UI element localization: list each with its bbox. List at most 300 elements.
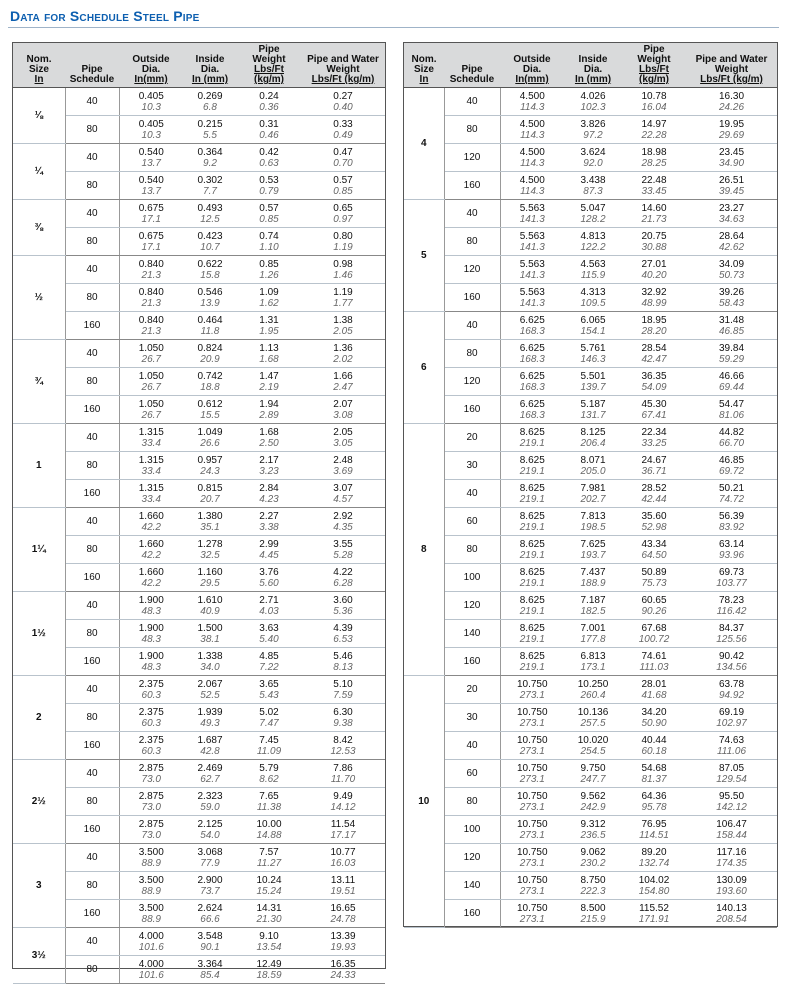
metric-value: 85.4 bbox=[200, 969, 220, 981]
metric-value: 81.06 bbox=[718, 409, 745, 421]
metric-value: 125.56 bbox=[716, 633, 747, 645]
metric-value: 60.3 bbox=[141, 689, 161, 701]
pipe-weight-cell bbox=[237, 648, 301, 676]
pipe-water-weight-cell bbox=[686, 760, 777, 788]
metric-value: 168.3 bbox=[519, 353, 545, 365]
imperial-value: 0.493 bbox=[197, 202, 223, 214]
inside-dia-cell bbox=[183, 564, 237, 592]
metric-value: 13.7 bbox=[141, 185, 161, 197]
outside-dia-cell bbox=[119, 368, 183, 396]
schedule-cell: 40 bbox=[65, 144, 119, 172]
table-row bbox=[404, 424, 777, 452]
header-line: Dia. bbox=[141, 64, 161, 75]
imperial-value: 19.95 bbox=[718, 118, 745, 130]
imperial-value: 6.30 bbox=[333, 706, 353, 718]
pipe-weight-cell bbox=[622, 340, 686, 368]
pipe-water-weight-cell bbox=[686, 788, 777, 816]
schedule-cell: 40 bbox=[65, 928, 119, 956]
outside-dia-cell bbox=[500, 900, 564, 928]
outside-dia-cell bbox=[500, 536, 564, 564]
imperial-value: 1.160 bbox=[197, 566, 223, 578]
imperial-value: 0.540 bbox=[138, 174, 164, 186]
table-row bbox=[13, 704, 385, 732]
metric-value: 102.3 bbox=[580, 101, 606, 113]
imperial-value: 43.34 bbox=[641, 538, 667, 550]
metric-value: 109.5 bbox=[580, 297, 606, 309]
metric-value: 48.99 bbox=[641, 297, 667, 309]
imperial-value: 4.500 bbox=[519, 90, 545, 102]
header-line: In bbox=[419, 74, 429, 85]
header-line: In(mm) bbox=[515, 74, 549, 85]
schedule-cell: 40 bbox=[444, 312, 500, 340]
inside-dia-cell bbox=[564, 732, 622, 760]
table-row bbox=[13, 200, 385, 228]
inside-dia-cell bbox=[183, 312, 237, 340]
imperial-value: 2.875 bbox=[138, 762, 164, 774]
inside-dia-cell bbox=[183, 284, 237, 312]
pipe-water-weight-cell bbox=[686, 228, 777, 256]
outside-dia-cell bbox=[500, 872, 564, 900]
metric-value: 26.7 bbox=[141, 381, 161, 393]
pipe-water-weight-cell bbox=[301, 648, 385, 676]
inside-dia-cell bbox=[183, 340, 237, 368]
metric-value: 193.60 bbox=[716, 885, 747, 897]
header-line: Size bbox=[413, 64, 434, 75]
metric-value: 131.7 bbox=[580, 409, 606, 421]
header-line: Inside bbox=[578, 54, 608, 65]
metric-value: 48.3 bbox=[141, 633, 161, 645]
imperial-value: 10.750 bbox=[516, 846, 548, 858]
pipe-water-weight-cell bbox=[301, 676, 385, 704]
imperial-value: 3.500 bbox=[138, 902, 164, 914]
metric-value: 173.1 bbox=[580, 661, 606, 673]
imperial-value: 2.27 bbox=[259, 510, 279, 522]
metric-value: 21.30 bbox=[256, 913, 282, 925]
metric-value: 8.13 bbox=[333, 661, 353, 673]
outside-dia-cell bbox=[119, 732, 183, 760]
metric-value: 10.3 bbox=[141, 101, 161, 113]
metric-value: 115.9 bbox=[580, 269, 606, 281]
table-row bbox=[404, 480, 777, 508]
metric-value: 2.50 bbox=[259, 437, 279, 449]
metric-value: 81.37 bbox=[641, 773, 667, 785]
schedule-cell: 80 bbox=[65, 284, 119, 312]
header-line: Lbs/Ft (kg/m) bbox=[254, 64, 284, 85]
outside-dia-cell bbox=[119, 228, 183, 256]
inside-dia-cell bbox=[183, 256, 237, 284]
metric-value: 24.26 bbox=[718, 101, 745, 113]
metric-value: 141.3 bbox=[519, 213, 545, 225]
metric-value: 202.7 bbox=[580, 493, 606, 505]
schedule-cell: 40 bbox=[65, 256, 119, 284]
metric-value: 273.1 bbox=[519, 829, 545, 841]
metric-value: 95.78 bbox=[641, 801, 667, 813]
metric-value: 75.73 bbox=[641, 577, 667, 589]
pipe-weight-cell bbox=[622, 844, 686, 872]
metric-value: 141.3 bbox=[519, 297, 545, 309]
metric-value: 0.85 bbox=[333, 185, 353, 197]
metric-value: 3.38 bbox=[259, 521, 279, 533]
imperial-value: 4.563 bbox=[580, 258, 606, 270]
nominal-size-cell: ¼ bbox=[13, 144, 65, 200]
pipe-weight-cell bbox=[622, 452, 686, 480]
imperial-value: 2.469 bbox=[197, 762, 223, 774]
nominal-size-cell: ⅛ bbox=[13, 88, 65, 144]
schedule-cell: 80 bbox=[65, 172, 119, 200]
imperial-value: 5.563 bbox=[519, 230, 545, 242]
imperial-value: 104.02 bbox=[638, 874, 670, 886]
metric-value: 42.2 bbox=[141, 549, 161, 561]
outside-dia-cell bbox=[119, 508, 183, 536]
imperial-value: 0.675 bbox=[138, 230, 164, 242]
inside-dia-cell bbox=[564, 396, 622, 424]
schedule-cell: 40 bbox=[65, 340, 119, 368]
inside-dia-cell bbox=[183, 536, 237, 564]
metric-value: 5.60 bbox=[259, 577, 279, 589]
inside-dia-cell bbox=[564, 256, 622, 284]
outside-dia-cell bbox=[500, 676, 564, 704]
header-line: Outside bbox=[132, 54, 170, 65]
inside-dia-cell bbox=[564, 788, 622, 816]
metric-value: 34.63 bbox=[718, 213, 745, 225]
imperial-value: 0.540 bbox=[138, 146, 164, 158]
metric-value: 114.3 bbox=[520, 129, 545, 141]
metric-value: 9.38 bbox=[333, 717, 353, 729]
metric-value: 52.5 bbox=[200, 689, 220, 701]
schedule-cell: 40 bbox=[65, 592, 119, 620]
metric-value: 66.6 bbox=[200, 913, 220, 925]
header-line: Lbs/Ft (kg/m) bbox=[700, 74, 763, 85]
metric-value: 14.12 bbox=[330, 801, 356, 813]
metric-value: 21.3 bbox=[141, 297, 161, 309]
imperial-value: 1.900 bbox=[138, 622, 164, 634]
metric-value: 174.35 bbox=[716, 857, 747, 869]
imperial-value: 1.68 bbox=[259, 426, 279, 438]
metric-value: 26.6 bbox=[200, 437, 220, 449]
metric-value: 48.3 bbox=[141, 605, 161, 617]
header-pipe-water-weight bbox=[301, 43, 385, 88]
metric-value: 26.7 bbox=[141, 409, 161, 421]
imperial-value: 8.125 bbox=[580, 426, 606, 438]
metric-value: 22.28 bbox=[641, 129, 667, 141]
header-inside-dia bbox=[564, 43, 622, 88]
pipe-water-weight-cell bbox=[301, 564, 385, 592]
header-pipe-schedule bbox=[444, 43, 500, 88]
metric-value: 4.03 bbox=[259, 605, 279, 617]
outside-dia-cell bbox=[500, 116, 564, 144]
pipe-weight-cell bbox=[237, 256, 301, 284]
schedule-cell: 60 bbox=[444, 760, 500, 788]
metric-value: 219.1 bbox=[519, 605, 545, 617]
imperial-value: 2.07 bbox=[333, 398, 353, 410]
metric-value: 74.72 bbox=[718, 493, 745, 505]
imperial-value: 8.625 bbox=[519, 454, 545, 466]
imperial-value: 1.380 bbox=[197, 510, 223, 522]
table-row bbox=[13, 88, 385, 116]
metric-value: 1.19 bbox=[333, 241, 353, 253]
metric-value: 142.12 bbox=[716, 801, 747, 813]
table-row bbox=[13, 312, 385, 340]
nominal-size-cell: 1 bbox=[13, 424, 65, 508]
imperial-value: 7.65 bbox=[259, 790, 279, 802]
imperial-value: 74.63 bbox=[718, 734, 745, 746]
imperial-value: 1.278 bbox=[197, 538, 223, 550]
table-row bbox=[13, 536, 385, 564]
imperial-value: 6.065 bbox=[580, 314, 606, 326]
pipe-water-weight-cell bbox=[301, 396, 385, 424]
table-row bbox=[13, 172, 385, 200]
table-row bbox=[404, 844, 777, 872]
nominal-size-cell: 1½ bbox=[13, 592, 65, 676]
metric-value: 111.06 bbox=[716, 745, 747, 757]
pipe-weight-cell bbox=[237, 284, 301, 312]
nominal-size-cell: 2 bbox=[13, 676, 65, 760]
schedule-cell: 120 bbox=[444, 256, 500, 284]
metric-value: 114.51 bbox=[639, 829, 669, 841]
nominal-size-cell: 5 bbox=[404, 200, 444, 312]
imperial-value: 63.78 bbox=[718, 678, 745, 690]
metric-value: 11.70 bbox=[330, 773, 356, 785]
header-pipe-water-weight bbox=[686, 43, 777, 88]
metric-value: 67.41 bbox=[641, 409, 667, 421]
metric-value: 168.3 bbox=[519, 409, 545, 421]
pipe-water-weight-cell bbox=[301, 508, 385, 536]
inside-dia-cell bbox=[183, 760, 237, 788]
metric-value: 39.45 bbox=[718, 185, 745, 197]
imperial-value: 0.405 bbox=[138, 90, 164, 102]
outside-dia-cell bbox=[119, 648, 183, 676]
inside-dia-cell bbox=[183, 872, 237, 900]
schedule-cell: 40 bbox=[444, 732, 500, 760]
imperial-value: 0.27 bbox=[333, 90, 353, 102]
imperial-value: 36.35 bbox=[641, 370, 667, 382]
metric-value: 129.54 bbox=[716, 773, 747, 785]
metric-value: 33.25 bbox=[641, 437, 667, 449]
outside-dia-cell bbox=[119, 200, 183, 228]
imperial-value: 13.39 bbox=[330, 930, 356, 942]
pipe-weight-cell bbox=[622, 396, 686, 424]
schedule-cell: 80 bbox=[65, 116, 119, 144]
imperial-value: 1.315 bbox=[138, 426, 164, 438]
metric-value: 33.45 bbox=[641, 185, 667, 197]
schedule-cell: 160 bbox=[65, 480, 119, 508]
pipe-water-weight-cell bbox=[686, 116, 777, 144]
imperial-value: 74.61 bbox=[641, 650, 667, 662]
metric-value: 21.3 bbox=[141, 269, 161, 281]
table-row bbox=[404, 564, 777, 592]
imperial-value: 7.45 bbox=[259, 734, 279, 746]
inside-dia-cell bbox=[183, 396, 237, 424]
inside-dia-cell bbox=[183, 816, 237, 844]
metric-value: 13.7 bbox=[141, 157, 161, 169]
imperial-value: 1.47 bbox=[259, 370, 279, 382]
imperial-value: 10.020 bbox=[577, 734, 609, 746]
table-row bbox=[404, 172, 777, 200]
header-line: In (mm) bbox=[191, 74, 229, 85]
metric-value: 9.2 bbox=[203, 157, 217, 169]
header-line: Inside bbox=[195, 54, 225, 65]
pipe-water-weight-cell bbox=[686, 816, 777, 844]
metric-value: 168.3 bbox=[519, 325, 545, 337]
imperial-value: 46.66 bbox=[718, 370, 745, 382]
title-divider bbox=[8, 27, 779, 28]
imperial-value: 5.79 bbox=[259, 762, 279, 774]
table-row bbox=[404, 536, 777, 564]
inside-dia-cell bbox=[183, 480, 237, 508]
metric-value: 116.42 bbox=[716, 605, 747, 617]
metric-value: 88.9 bbox=[141, 885, 161, 897]
metric-value: 28.20 bbox=[641, 325, 667, 337]
metric-value: 6.28 bbox=[333, 577, 353, 589]
schedule-cell: 80 bbox=[65, 956, 119, 984]
metric-value: 219.1 bbox=[519, 437, 545, 449]
imperial-value: 50.21 bbox=[718, 482, 745, 494]
imperial-value: 35.60 bbox=[641, 510, 667, 522]
imperial-value: 26.51 bbox=[718, 174, 745, 186]
metric-value: 146.3 bbox=[580, 353, 606, 365]
metric-value: 10.7 bbox=[200, 241, 220, 253]
pipe-weight-cell bbox=[622, 760, 686, 788]
metric-value: 254.5 bbox=[580, 745, 606, 757]
inside-dia-cell bbox=[564, 620, 622, 648]
imperial-value: 5.46 bbox=[333, 650, 353, 662]
metric-value: 158.44 bbox=[716, 829, 747, 841]
table-row bbox=[404, 676, 777, 704]
imperial-value: 28.54 bbox=[641, 342, 667, 354]
metric-value: 0.70 bbox=[333, 157, 353, 169]
imperial-value: 0.840 bbox=[138, 314, 164, 326]
metric-value: 42.62 bbox=[718, 241, 745, 253]
metric-value: 5.40 bbox=[259, 633, 279, 645]
outside-dia-cell bbox=[119, 872, 183, 900]
imperial-value: 39.26 bbox=[718, 286, 745, 298]
header-line: Lbs/Ft (kg/m) bbox=[639, 64, 669, 85]
imperial-value: 10.78 bbox=[641, 90, 667, 102]
imperial-value: 140.13 bbox=[716, 902, 747, 914]
table-row bbox=[404, 620, 777, 648]
pipe-water-weight-cell bbox=[301, 116, 385, 144]
pipe-weight-cell bbox=[622, 676, 686, 704]
table-row bbox=[13, 256, 385, 284]
pipe-water-weight-cell bbox=[301, 536, 385, 564]
inside-dia-cell bbox=[564, 816, 622, 844]
metric-value: 69.72 bbox=[718, 465, 745, 477]
imperial-value: 7.187 bbox=[580, 594, 606, 606]
table-row bbox=[13, 116, 385, 144]
metric-value: 54.09 bbox=[641, 381, 667, 393]
imperial-value: 1.900 bbox=[138, 650, 164, 662]
pipe-weight-cell bbox=[237, 452, 301, 480]
schedule-cell: 160 bbox=[65, 816, 119, 844]
imperial-value: 1.36 bbox=[333, 342, 353, 354]
metric-value: 92.0 bbox=[583, 157, 603, 169]
imperial-value: 5.563 bbox=[519, 202, 545, 214]
imperial-value: 10.750 bbox=[516, 874, 548, 886]
table-row bbox=[404, 732, 777, 760]
metric-value: 21.3 bbox=[141, 325, 161, 337]
metric-value: 219.1 bbox=[519, 549, 545, 561]
metric-value: 101.6 bbox=[138, 969, 164, 981]
metric-value: 17.1 bbox=[141, 213, 161, 225]
table-row bbox=[404, 816, 777, 844]
imperial-value: 0.85 bbox=[259, 258, 279, 270]
header-line: In bbox=[34, 74, 44, 85]
metric-value: 193.7 bbox=[580, 549, 606, 561]
schedule-cell: 80 bbox=[65, 536, 119, 564]
imperial-value: 95.50 bbox=[718, 790, 745, 802]
schedule-cell: 160 bbox=[65, 312, 119, 340]
pipe-water-weight-cell bbox=[686, 508, 777, 536]
imperial-value: 10.750 bbox=[516, 762, 548, 774]
imperial-value: 5.563 bbox=[519, 286, 545, 298]
imperial-value: 64.36 bbox=[641, 790, 667, 802]
outside-dia-cell bbox=[500, 480, 564, 508]
inside-dia-cell bbox=[564, 88, 622, 116]
pipe-water-weight-cell bbox=[686, 256, 777, 284]
imperial-value: 20.75 bbox=[641, 230, 667, 242]
imperial-value: 0.65 bbox=[333, 202, 353, 214]
schedule-cell: 40 bbox=[65, 760, 119, 788]
metric-value: 69.44 bbox=[718, 381, 745, 393]
metric-value: 257.5 bbox=[580, 717, 606, 729]
schedule-cell: 140 bbox=[444, 620, 500, 648]
inside-dia-cell bbox=[564, 900, 622, 928]
imperial-value: 84.37 bbox=[718, 622, 745, 634]
inside-dia-cell bbox=[564, 452, 622, 480]
inside-dia-cell bbox=[183, 732, 237, 760]
table-row bbox=[404, 872, 777, 900]
metric-value: 2.05 bbox=[333, 325, 353, 337]
pipe-water-weight-cell bbox=[686, 648, 777, 676]
metric-value: 198.5 bbox=[580, 521, 606, 533]
imperial-value: 27.01 bbox=[641, 258, 667, 270]
imperial-value: 2.92 bbox=[333, 510, 353, 522]
outside-dia-cell bbox=[500, 368, 564, 396]
imperial-value: 44.82 bbox=[718, 426, 745, 438]
header-line: Pipe bbox=[81, 64, 103, 75]
metric-value: 219.1 bbox=[519, 577, 545, 589]
imperial-value: 69.19 bbox=[718, 706, 745, 718]
imperial-value: 3.826 bbox=[580, 118, 606, 130]
pipe-water-weight-cell bbox=[686, 88, 777, 116]
imperial-value: 10.00 bbox=[256, 818, 282, 830]
metric-value: 58.43 bbox=[718, 297, 745, 309]
imperial-value: 5.501 bbox=[580, 370, 606, 382]
metric-value: 134.56 bbox=[716, 661, 747, 673]
imperial-value: 3.60 bbox=[333, 594, 353, 606]
imperial-value: 3.55 bbox=[333, 538, 353, 550]
table-row bbox=[13, 340, 385, 368]
pipe-weight-cell bbox=[237, 676, 301, 704]
schedule-cell: 40 bbox=[65, 676, 119, 704]
pipe-water-weight-cell bbox=[301, 956, 385, 984]
outside-dia-cell bbox=[119, 340, 183, 368]
metric-value: 188.9 bbox=[580, 577, 606, 589]
metric-value: 33.4 bbox=[141, 493, 161, 505]
metric-value: 49.3 bbox=[200, 717, 220, 729]
table-row bbox=[404, 256, 777, 284]
imperial-value: 8.625 bbox=[519, 482, 545, 494]
metric-value: 6.53 bbox=[333, 633, 353, 645]
imperial-value: 6.813 bbox=[580, 650, 606, 662]
metric-value: 24.78 bbox=[330, 913, 356, 925]
imperial-value: 67.68 bbox=[641, 622, 667, 634]
schedule-cell: 40 bbox=[444, 88, 500, 116]
metric-value: 1.62 bbox=[259, 297, 279, 309]
outside-dia-cell bbox=[500, 452, 564, 480]
imperial-value: 13.11 bbox=[330, 874, 356, 886]
pipe-water-weight-cell bbox=[301, 592, 385, 620]
